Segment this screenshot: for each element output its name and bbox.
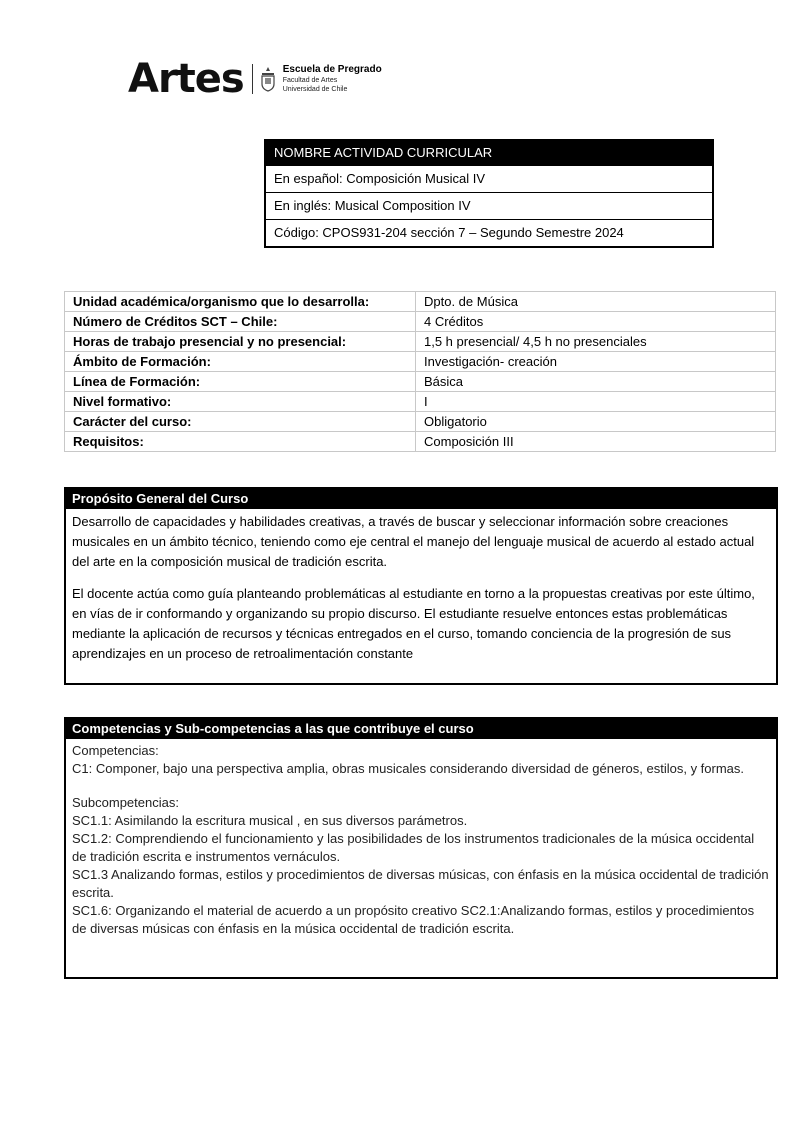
info-label: Línea de Formación: (65, 372, 416, 392)
competency-c1: C1: Componer, bajo una perspectiva amplia, obras musicales considerando diversidad de géneros, estilos, y formas. (72, 761, 745, 776)
info-label: Carácter del curso: (65, 412, 416, 432)
purpose-paragraph-1: Desarrollo de capacidades y habilidades creativas, a través de buscar y seleccionar información sobre creaciones musicales en un ámbito técnico, teniendo como eje central el manejo del lenguaje musical de acuerdo al estado actual del arte en la composición musical de tradición escrita. (72, 514, 755, 569)
subcompetencies-label: Subcompetencias: (72, 795, 179, 810)
logo-school: Escuela de Pregrado (282, 64, 382, 75)
competencies-section (64, 717, 778, 979)
info-value: Obligatorio (416, 412, 776, 432)
competencies-label: Competencias: (72, 743, 159, 758)
subcompetency-sc1-2: SC1.2: Comprendiendo el funcionamiento y las posibilidades de los instrumentos tradicionales de la música occidental de tradición escrita e instrumentos vernáculos. (72, 831, 755, 864)
purpose-section (64, 487, 778, 685)
info-value: Investigación- creación (416, 352, 776, 372)
purpose-paragraph-2: El docente actúa como guía planteando problemáticas al estudiante en torno a la propuestas creativas por este último, en vías de ir conformando y organizando su propio discurso. El estudiante resuelve entonces estas problemáticas mediante la aplicación de recursos y técnicas entregados en el curso, tomando conciencia de la progresión de sus aprendizajes en un proceso de retroalimentación constante (72, 586, 755, 661)
logo-university: Universidad de Chile (282, 86, 348, 93)
logo-text (283, 64, 382, 94)
table-row (65, 432, 776, 452)
activity-title: NOMBRE ACTIVIDAD CURRICULAR (266, 141, 712, 165)
info-label: Número de Créditos SCT – Chile: (65, 312, 416, 332)
info-label: Requisitos: (65, 432, 416, 452)
activity-spanish-name: En español: Composición Musical IV (266, 165, 712, 192)
logo-divider (252, 64, 253, 94)
table-row (65, 332, 776, 352)
activity-name-box (264, 139, 714, 248)
info-value: Composición III (416, 432, 776, 452)
table-row (65, 412, 776, 432)
competencies-title: Competencias y Sub-competencias a las que contribuye el curso (66, 719, 776, 739)
purpose-title: Propósito General del Curso (66, 489, 776, 509)
table-row (65, 292, 776, 312)
info-label: Nivel formativo: (65, 392, 416, 412)
subcompetency-sc1-1: SC1.1: Asimilando la escritura musical , en sus diversos parámetros. (72, 813, 468, 828)
faculty-logo (128, 58, 382, 100)
info-value: Dpto. de Música (416, 292, 776, 312)
table-row (65, 312, 776, 332)
info-value: I (416, 392, 776, 412)
info-value: Básica (416, 372, 776, 392)
table-row (65, 392, 776, 412)
info-value: 4 Créditos (416, 312, 776, 332)
activity-code: Código: CPOS931-204 sección 7 – Segundo Semestre 2024 (266, 219, 712, 246)
table-row (65, 352, 776, 372)
info-label: Unidad académica/organismo que lo desarrolla: (65, 292, 416, 312)
logo-wordmark: Artes (128, 56, 244, 102)
table-row (65, 372, 776, 392)
info-label: Horas de trabajo presencial y no presencial: (65, 332, 416, 352)
university-shield-icon (259, 66, 277, 92)
subcompetency-sc1-3: SC1.3 Analizando formas, estilos y procedimientos de diversas músicas, con énfasis en la música occidental de tradición escrita. (72, 867, 769, 900)
purpose-body (66, 509, 776, 664)
subcompetency-sc1-6: SC1.6: Organizando el material de acuerdo a un propósito creativo SC2.1:Analizando formas, estilos y procedimientos de diversas músicas con énfasis en la música occidental de tradición escrita. (72, 903, 755, 936)
info-label: Ámbito de Formación: (65, 352, 416, 372)
course-info-table (64, 291, 776, 452)
activity-english-name: En inglés: Musical Composition IV (266, 192, 712, 219)
info-value: 1,5 h presencial/ 4,5 h no presenciales (416, 332, 776, 352)
competencies-body (66, 739, 776, 938)
logo-faculty: Facultad de Artes (282, 77, 338, 84)
